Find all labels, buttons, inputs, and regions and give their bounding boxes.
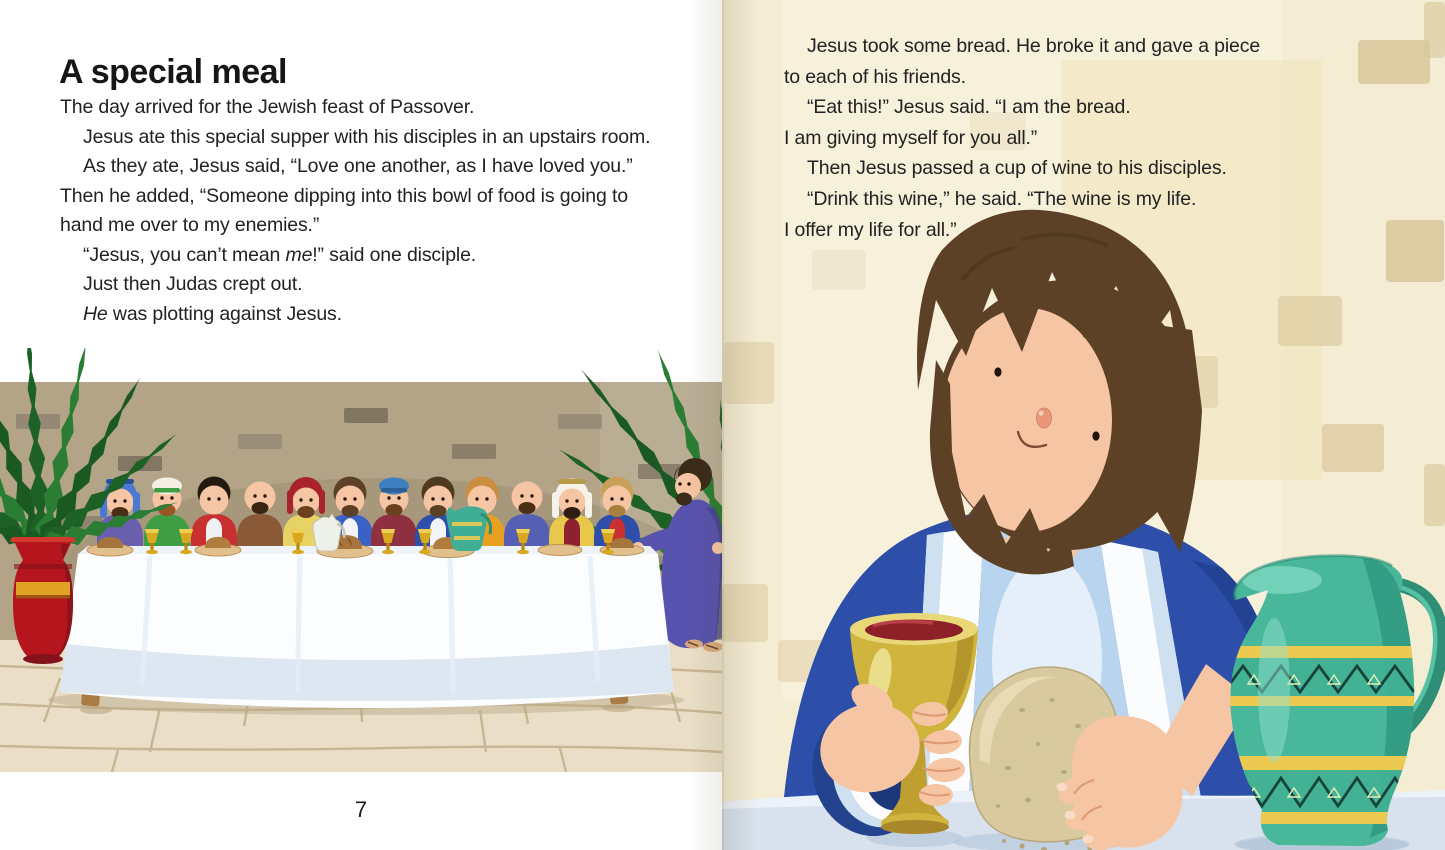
story-line: As they ate, Jesus said, “Love one another, as I have loved you.”: [83, 155, 633, 177]
right-page: [722, 0, 1445, 850]
story-line: I offer my life for all.”: [784, 218, 957, 241]
story-line: “Jesus, you can’t mean me!” said one disciple.: [83, 243, 477, 266]
left-page: [0, 0, 722, 850]
story-text-right: [784, 31, 1260, 245]
story-text-left: [60, 93, 650, 329]
story-line: Jesus ate this special supper with his disciples in an upstairs room.: [83, 125, 651, 148]
story-line: I am giving myself for you all.”: [784, 126, 1038, 149]
nose: [1037, 408, 1052, 428]
story-line: Then he added, “Someone dipping into this bowl of food is going to: [60, 184, 628, 207]
story-line: The day arrived for the Jewish feast of Passover.: [60, 96, 475, 118]
story-line: He was plotting against Jesus.: [83, 302, 342, 325]
story-line: Just then Judas crept out.: [83, 273, 303, 295]
story-line: Jesus took some bread. He broke it and gave a piece: [807, 35, 1261, 57]
table: [60, 546, 674, 708]
last-supper-illustration: [0, 348, 722, 772]
story-line: “Drink this wine,” he said. “The wine is my life.: [807, 187, 1197, 210]
story-line: Then Jesus passed a cup of wine to his disciples.: [807, 157, 1227, 180]
story-line: hand me over to my enemies.”: [60, 214, 320, 236]
story-line: “Eat this!” Jesus said. “I am the bread.: [807, 96, 1131, 119]
page-number: 7: [354, 797, 368, 822]
page-title: A special meal: [59, 52, 287, 91]
story-line: to each of his friends.: [784, 65, 966, 88]
